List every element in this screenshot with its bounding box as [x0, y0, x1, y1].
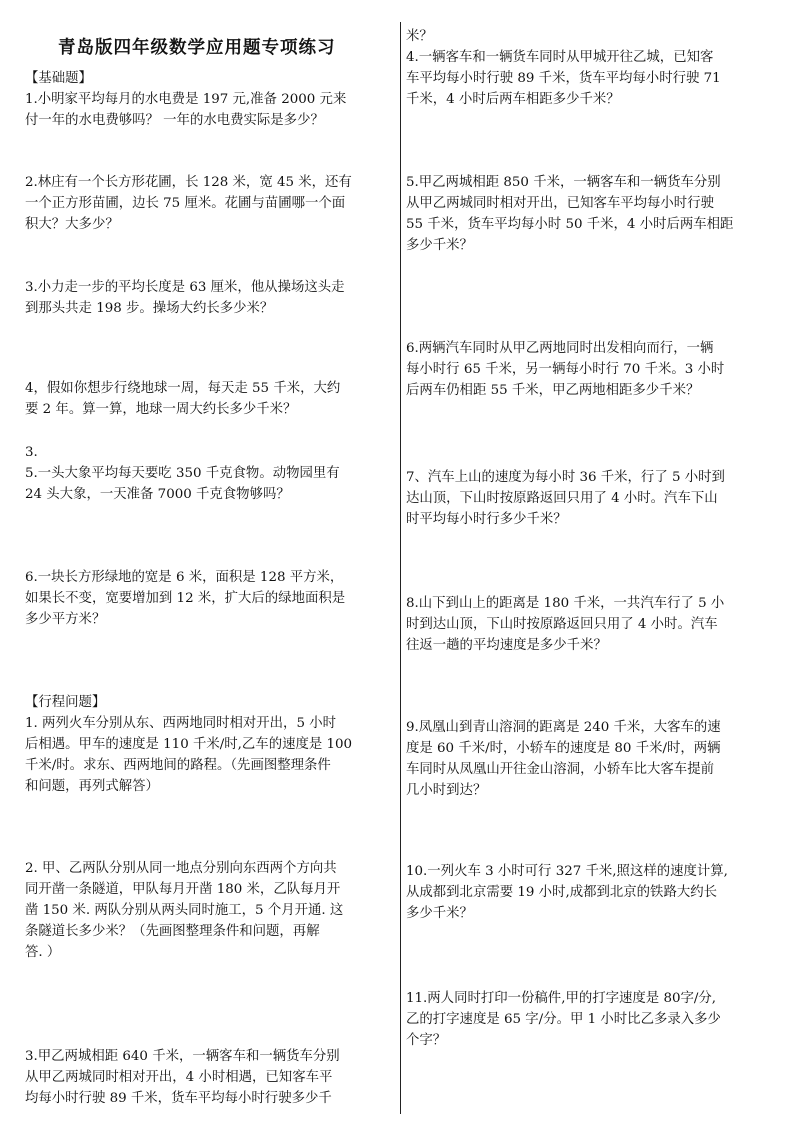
problem-line: 后相遇。甲车的速度是 110 千米/时,乙车的速度是 100: [25, 737, 353, 752]
problem-line: 多少平方米？: [25, 612, 106, 627]
problem-line: 10.一列火车 3 小时可行 327 千米,照这样的速度计算,: [406, 864, 728, 879]
problem-line: 达山顶，下山时按原路返回只用了 4 小时。汽车下山: [406, 491, 718, 506]
problem-line: 均每小时行驶 89 千米，货车平均每小时行驶多少千: [25, 1091, 332, 1106]
travel-problem-1: [25, 713, 352, 797]
problem-line: 答. ）: [25, 945, 61, 960]
problem-line: 55 千米，货车平均每小时 50 千米，4 小时后两车相距: [406, 217, 734, 232]
basic-problem-5: [25, 442, 340, 505]
problem-line: 几小时到达？: [406, 783, 487, 798]
problem-line: 和问题，再列式解答）: [25, 779, 159, 794]
section-heading-basic: 【基础题】: [25, 71, 92, 86]
travel-problem-2: [25, 858, 343, 963]
problem-line: 时平均每小时行多少千米？: [406, 512, 567, 527]
problem-line: 3.小力走一步的平均长度是 63 厘米，他从操场这头走: [25, 280, 345, 295]
problem-line: 时到达山顶，下山时按原路返回只用了 4 小时。汽车: [406, 617, 718, 632]
basic-problem-2: [25, 172, 352, 235]
travel-problem-5: [406, 172, 733, 256]
problem-line: 4，假如你想步行绕地球一周，每天走 55 千米，大约: [25, 381, 341, 396]
problem-line: 从甲乙两城同时相对开出，已知客车平均每小时行驶: [406, 196, 714, 211]
problem-line: 多少千米？: [406, 238, 473, 253]
travel-problem-8: [406, 593, 724, 656]
problem-line: 付一年的水电费够吗？ 一年的水电费实际是多少？: [25, 113, 324, 128]
problem-line: 1. 两列火车分别从东、西两地同时相对开出，5 小时: [25, 716, 337, 731]
problem-line: 4.一辆客车和一辆货车同时从甲城开往乙城，已知客: [406, 50, 714, 65]
travel-problem-11: [406, 988, 721, 1051]
problem-line: 11.两人同时打印一份稿件,甲的打字速度是 80字/分,: [406, 991, 717, 1006]
problem-line: 同开凿一条隧道，甲队每月开凿 180 米，乙队每月开: [25, 882, 341, 897]
problem-line: 往返一趟的平均速度是多少千米？: [406, 638, 607, 653]
problem-line: 凿 150 米. 两队分别从两头同时施工，5 个月开通. 这: [25, 903, 344, 918]
travel-problem-10: [406, 861, 728, 924]
problem-line: 8.山下到山上的距离是 180 千米，一共汽车行了 5 小: [406, 596, 725, 611]
travel-problem-6: [406, 338, 724, 401]
problem-line: 24 头大象，一天准备 7000 千克食物够吗？: [25, 487, 290, 502]
problem-line: 从成都到北京需要 19 小时,成都到北京的铁路大约长: [406, 885, 718, 900]
problem-line: 7、汽车上山的速度为每小时 36 千米，行了 5 小时到: [406, 470, 725, 485]
problem-line: 米？: [406, 29, 433, 44]
problem-line: 2.林庄有一个长方形花圃，长 128 米，宽 45 米，还有: [25, 175, 352, 190]
problem-line: 6.一块长方形绿地的宽是 6 米，面积是 128 平方米，: [25, 570, 344, 585]
page-title: 青岛版四年级数学应用题专项练习: [58, 38, 336, 58]
problem-line: 2. 甲、乙两队分别从同一地点分别向东西两个方向共: [25, 861, 337, 876]
problem-line: 如果长不变，宽要增加到 12 米，扩大后的绿地面积是: [25, 591, 346, 606]
travel-problem-9: [406, 717, 721, 801]
continued-text: [406, 26, 433, 47]
problem-line: 从甲乙两城同时相对开出，4 小时相遇，已知客车平: [25, 1070, 333, 1085]
problem-line: 后两车仍相距 55 千米，甲乙两地相距多少千米？: [406, 383, 700, 398]
problem-line: 多少千米？: [406, 906, 473, 921]
problem-line: 5.一头大象平均每天要吃 350 千克食物。动物园里有: [25, 466, 340, 481]
column-divider: [400, 22, 401, 1114]
problem-line: 车同时从凤凰山开往金山溶洞，小轿车比大客车提前: [406, 762, 714, 777]
travel-problem-3: [25, 1046, 340, 1109]
problem-line: 3.: [25, 445, 38, 460]
basic-problem-6: [25, 567, 345, 630]
problem-line: 度是 60 千米/时，小轿车的速度是 80 千米/时，两辆: [406, 741, 721, 756]
travel-problem-4: [406, 47, 721, 110]
problem-line: 5.甲乙两城相距 850 千米，一辆客车和一辆货车分别: [406, 175, 721, 190]
problem-line: 积大？大多少？: [25, 217, 119, 232]
problem-line: 1.小明家平均每月的水电费是 197 元,准备 2000 元来: [25, 92, 347, 107]
problem-line: 3.甲乙两城相距 640 千米，一辆客车和一辆货车分别: [25, 1049, 340, 1064]
basic-problem-3: [25, 277, 345, 319]
problem-line: 千米，4 小时后两车相距多少千米？: [406, 92, 620, 107]
problem-line: 9.凤凰山到青山溶洞的距离是 240 千米，大客车的速: [406, 720, 721, 735]
problem-line: 车平均每小时行驶 89 千米，货车平均每小时行驶 71: [406, 71, 721, 86]
problem-line: 乙的打字速度是 65 字/分。甲 1 小时比乙多录入多少: [406, 1012, 721, 1027]
problem-line: 一个正方形苗圃，边长 75 厘米。花圃与苗圃哪一个面: [25, 196, 346, 211]
problem-line: 6.两辆汽车同时从甲乙两地同时出发相向而行，一辆: [406, 341, 714, 356]
problem-line: 千米/时。求东、西两地间的路程。（先画图整理条件: [25, 758, 331, 773]
problem-line: 要 2 年。算一算，地球一周大约长多少千米？: [25, 402, 297, 417]
problem-line: 每小时行 65 千米，另一辆每小时行 70 千米。3 小时: [406, 362, 725, 377]
section-heading-travel: 【行程问题】: [25, 695, 106, 710]
travel-problem-7: [406, 467, 725, 530]
problem-line: 个字？: [406, 1033, 447, 1048]
basic-problem-4: [25, 378, 340, 420]
problem-line: 到那头共走 198 步。操场大约长多少米？: [25, 301, 274, 316]
problem-line: 条隧道长多少米？（先画图整理条件和问题，再解: [25, 924, 320, 939]
basic-problem-1: [25, 89, 346, 131]
